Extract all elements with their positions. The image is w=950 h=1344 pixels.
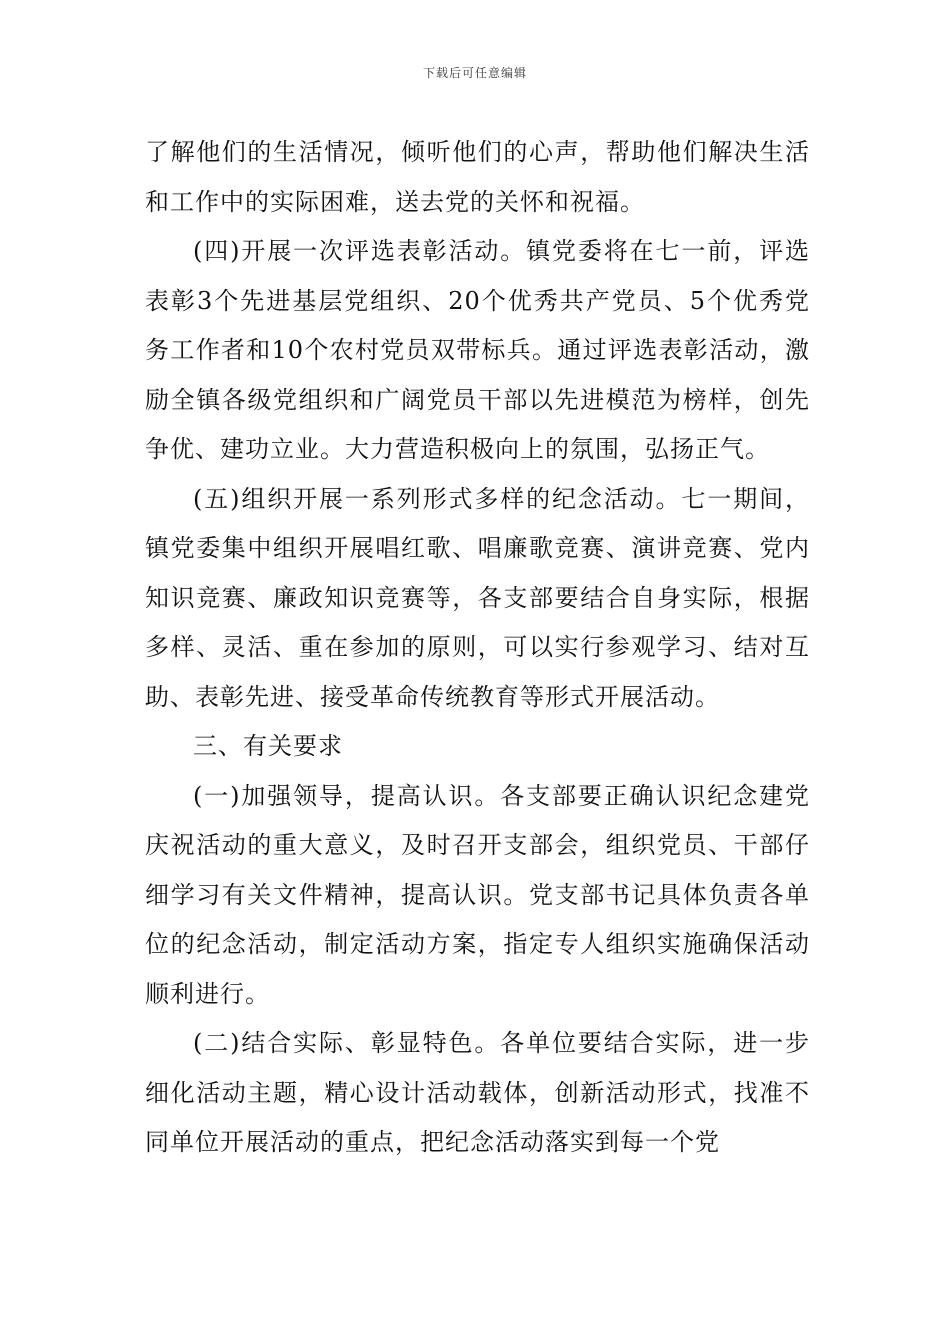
- paragraph-item-5: (五)组织开展一系列形式多样的纪念活动。七一期间，镇党委集中组织开展唱红歌、唱廉歌竞赛、演讲竞赛、党内知识竞赛、廉政知识竞赛等，各支部要结合自身实际，根据多样、灵活、重在参加的原则，可以实行参观学习、结对互助、表彰先进、接受革命传统教育等形式开展活动。: [145, 484, 810, 711]
- paragraph-requirement-1: (一)加强领导，提高认识。各支部要正确认识纪念建党庆祝活动的重大意义，及时召开支部会，组织党员、干部仔细学习有关文件精神，提高认识。党支部书记具体负责各单位的纪念活动，制定活动方案，指定专人组织实施确保活动顺利进行。: [145, 781, 810, 1008]
- paragraph-item-4: (四)开展一次评选表彰活动。镇党委将在七一前，评选表彰3个先进基层党组织、20个优秀共产党员、5个优秀党务工作者和10个农村党员双带标兵。通过评选表彰活动，激励全镇各级党组织和广阔党员干部以先进模范为榜样，创先争优、建功立业。大力营造积极向上的氛围，弘扬正气。: [145, 237, 810, 463]
- paragraph-requirement-2: (二)结合实际、彰显特色。各单位要结合实际，进一步细化活动主题，精心设计活动载体，创新活动形式，找准不同单位开展活动的重点，把纪念活动落实到每一个党: [145, 1029, 810, 1156]
- document-body: [145, 128, 810, 1168]
- section-heading-requirements: 三、有关要求: [193, 732, 343, 760]
- page-header: 下载后可任意编辑: [422, 66, 527, 80]
- paragraph-continuation: 了解他们的生活情况，倾听他们的心声，帮助他们解决生活和工作中的实际困难，送去党的关怀和祝福。: [145, 138, 810, 216]
